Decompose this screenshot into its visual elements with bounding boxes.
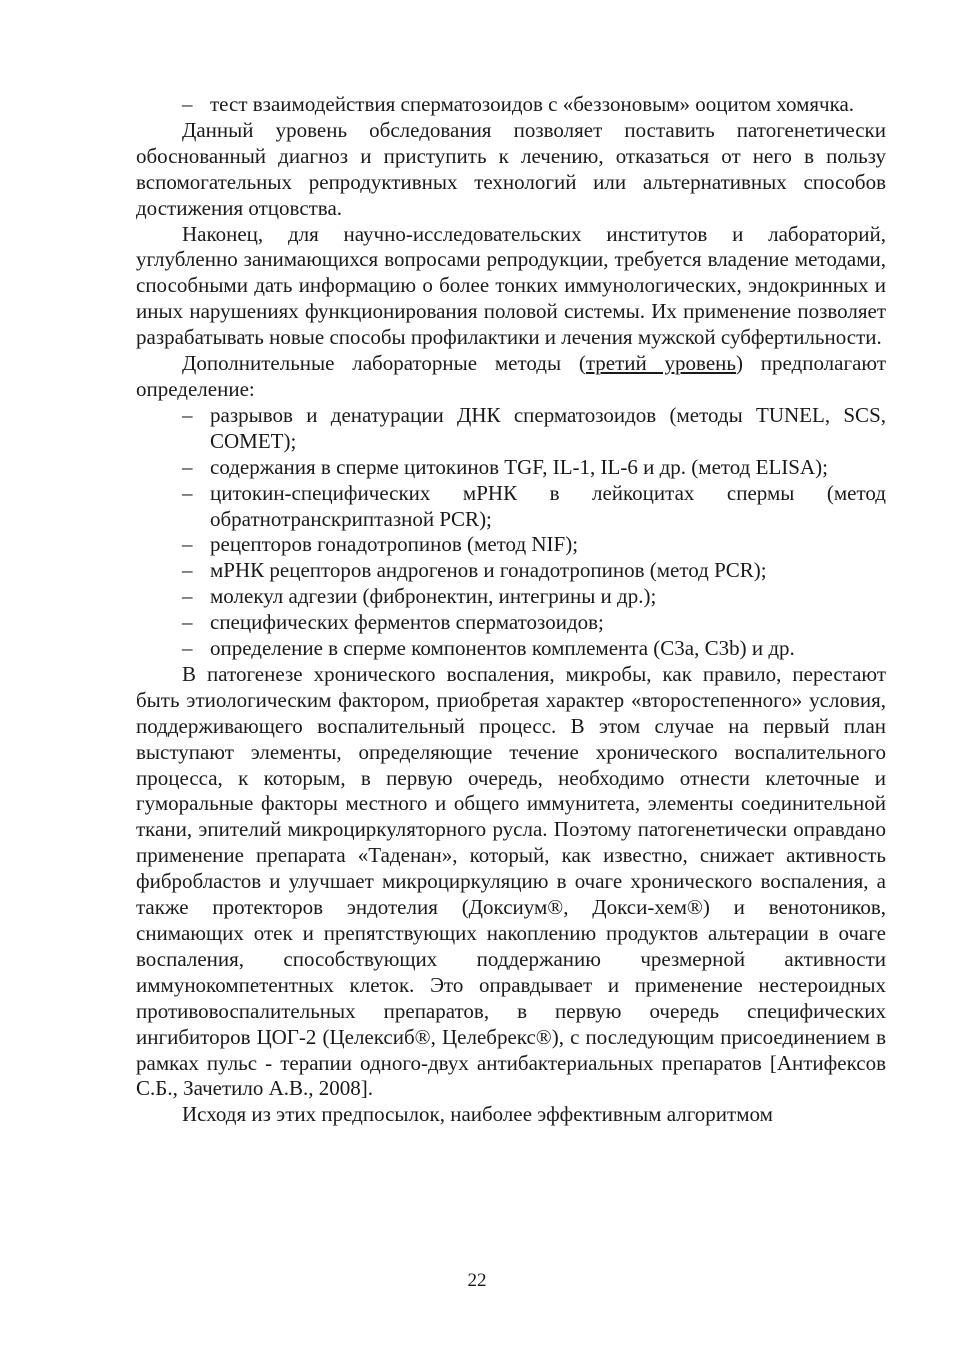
list-item: – содержания в сперме цитокинов TGF, IL-1, IL-6 и др. (метод ELISA);: [182, 454, 828, 479]
dash-marker: –: [182, 584, 193, 609]
dash-marker: –: [182, 480, 193, 505]
paragraph-third-level: Дополнительные лабораторные методы (третий уровень) предполагают определение:: [136, 351, 886, 401]
dash-marker: –: [182, 610, 193, 635]
page-content: [136, 92, 886, 1128]
methods-list: [136, 403, 886, 662]
list-item: – специфических ферментов сперматозоидов;: [182, 610, 604, 635]
paragraph-pathogenesis: В патогенезе хронического воспаления, микробы, как правило, перестают быть этиологическим фактором, приобретая характер «второстепенного» условия, поддерживающего воспалительный процесс. В этом случае на первый план выступают элементы, определяющие течение хронического воспалительного процесса, к которым, в первую очередь, необходимо отнести клеточные и гуморальные факторы местного и общего иммунитета, элементы соединительной ткани, эпителий микроциркуляторного русла. Поэтому патогенетически оправдано применение препарата «Таденан», который, как известно, снижает активность фибробластов и улучшает микроциркуляцию в очаге хронического воспаления, а также протекторов эндотелия (Доксиум®, Докси-хем®) и венотоников, снимающих отек и препятствующих накоплению продуктов альтерации в очаге воспаления, способствующих поддержанию чрезмерной активности иммунокомпетентных клеток. Это оправдывает и применение нестероидных противовоспалительных препаратов, в первую очередь специфических ингибиторов ЦОГ-2 (Целексиб®, Целебрекс®), с последующим присоединением в рамках пульс - терапии одного-двух антибактериальных препаратов [Антифексов С.Б., Зачетило А.В., 2008].: [136, 661, 886, 1101]
dash-marker: –: [182, 532, 193, 557]
paragraph-diagnosis-level: Данный уровень обследования позволяет поставить патогенетически обоснованный диагноз и приступить к лечению, отказаться от него в пользу вспомогательных репродуктивных технологий или альтернативных способов достижения отцовства.: [136, 117, 886, 220]
dash-marker: –: [182, 402, 193, 427]
list-item: – определение в сперме компонентов комплемента (C3a, C3b) и др.: [182, 636, 795, 661]
list-item: – мРНК рецепторов андрогенов и гонадотропинов (метод PCR);: [182, 558, 767, 583]
paragraph-research-institutes: Наконец, для научно-исследовательских институтов и лабораторий, углубленно занимающихся вопросами репродукции, требуется владение методами, способными дать информацию о более тонких иммунологических, эндокринных и иных нарушениях функционирования половой системы. Их применение позволяет разрабатывать новые способы профилактики и лечения мужской субфертильности.: [136, 221, 886, 350]
list-item: – молекул адгезии (фибронектин, интегрины и др.);: [182, 584, 657, 609]
list-item: – рецепторов гонадотропинов (метод NIF);: [182, 532, 579, 557]
third-level-underlined: третий уровень: [585, 351, 736, 376]
dash-marker: –: [182, 454, 193, 479]
hamster-test-list: [136, 92, 886, 118]
dash-marker: –: [182, 558, 193, 583]
list-item: – цитокин-специфических мРНК в лейкоцитах спермы (метод обратнотранскриптазной PCR);: [182, 480, 886, 531]
page-number: 22: [467, 1270, 487, 1291]
paragraph-algorithm: Исходя из этих предпосылок, наиболее эффективным алгоритмом: [182, 1102, 773, 1127]
list-item: – тест взаимодействия сперматозоидов с «беззоновым» ооцитом хомячка.: [182, 92, 855, 116]
dash-marker: –: [182, 92, 193, 116]
list-item: – разрывов и денатурации ДНК сперматозоидов (методы TUNEL, SCS, COMET);: [182, 402, 886, 453]
dash-marker: –: [182, 636, 193, 661]
